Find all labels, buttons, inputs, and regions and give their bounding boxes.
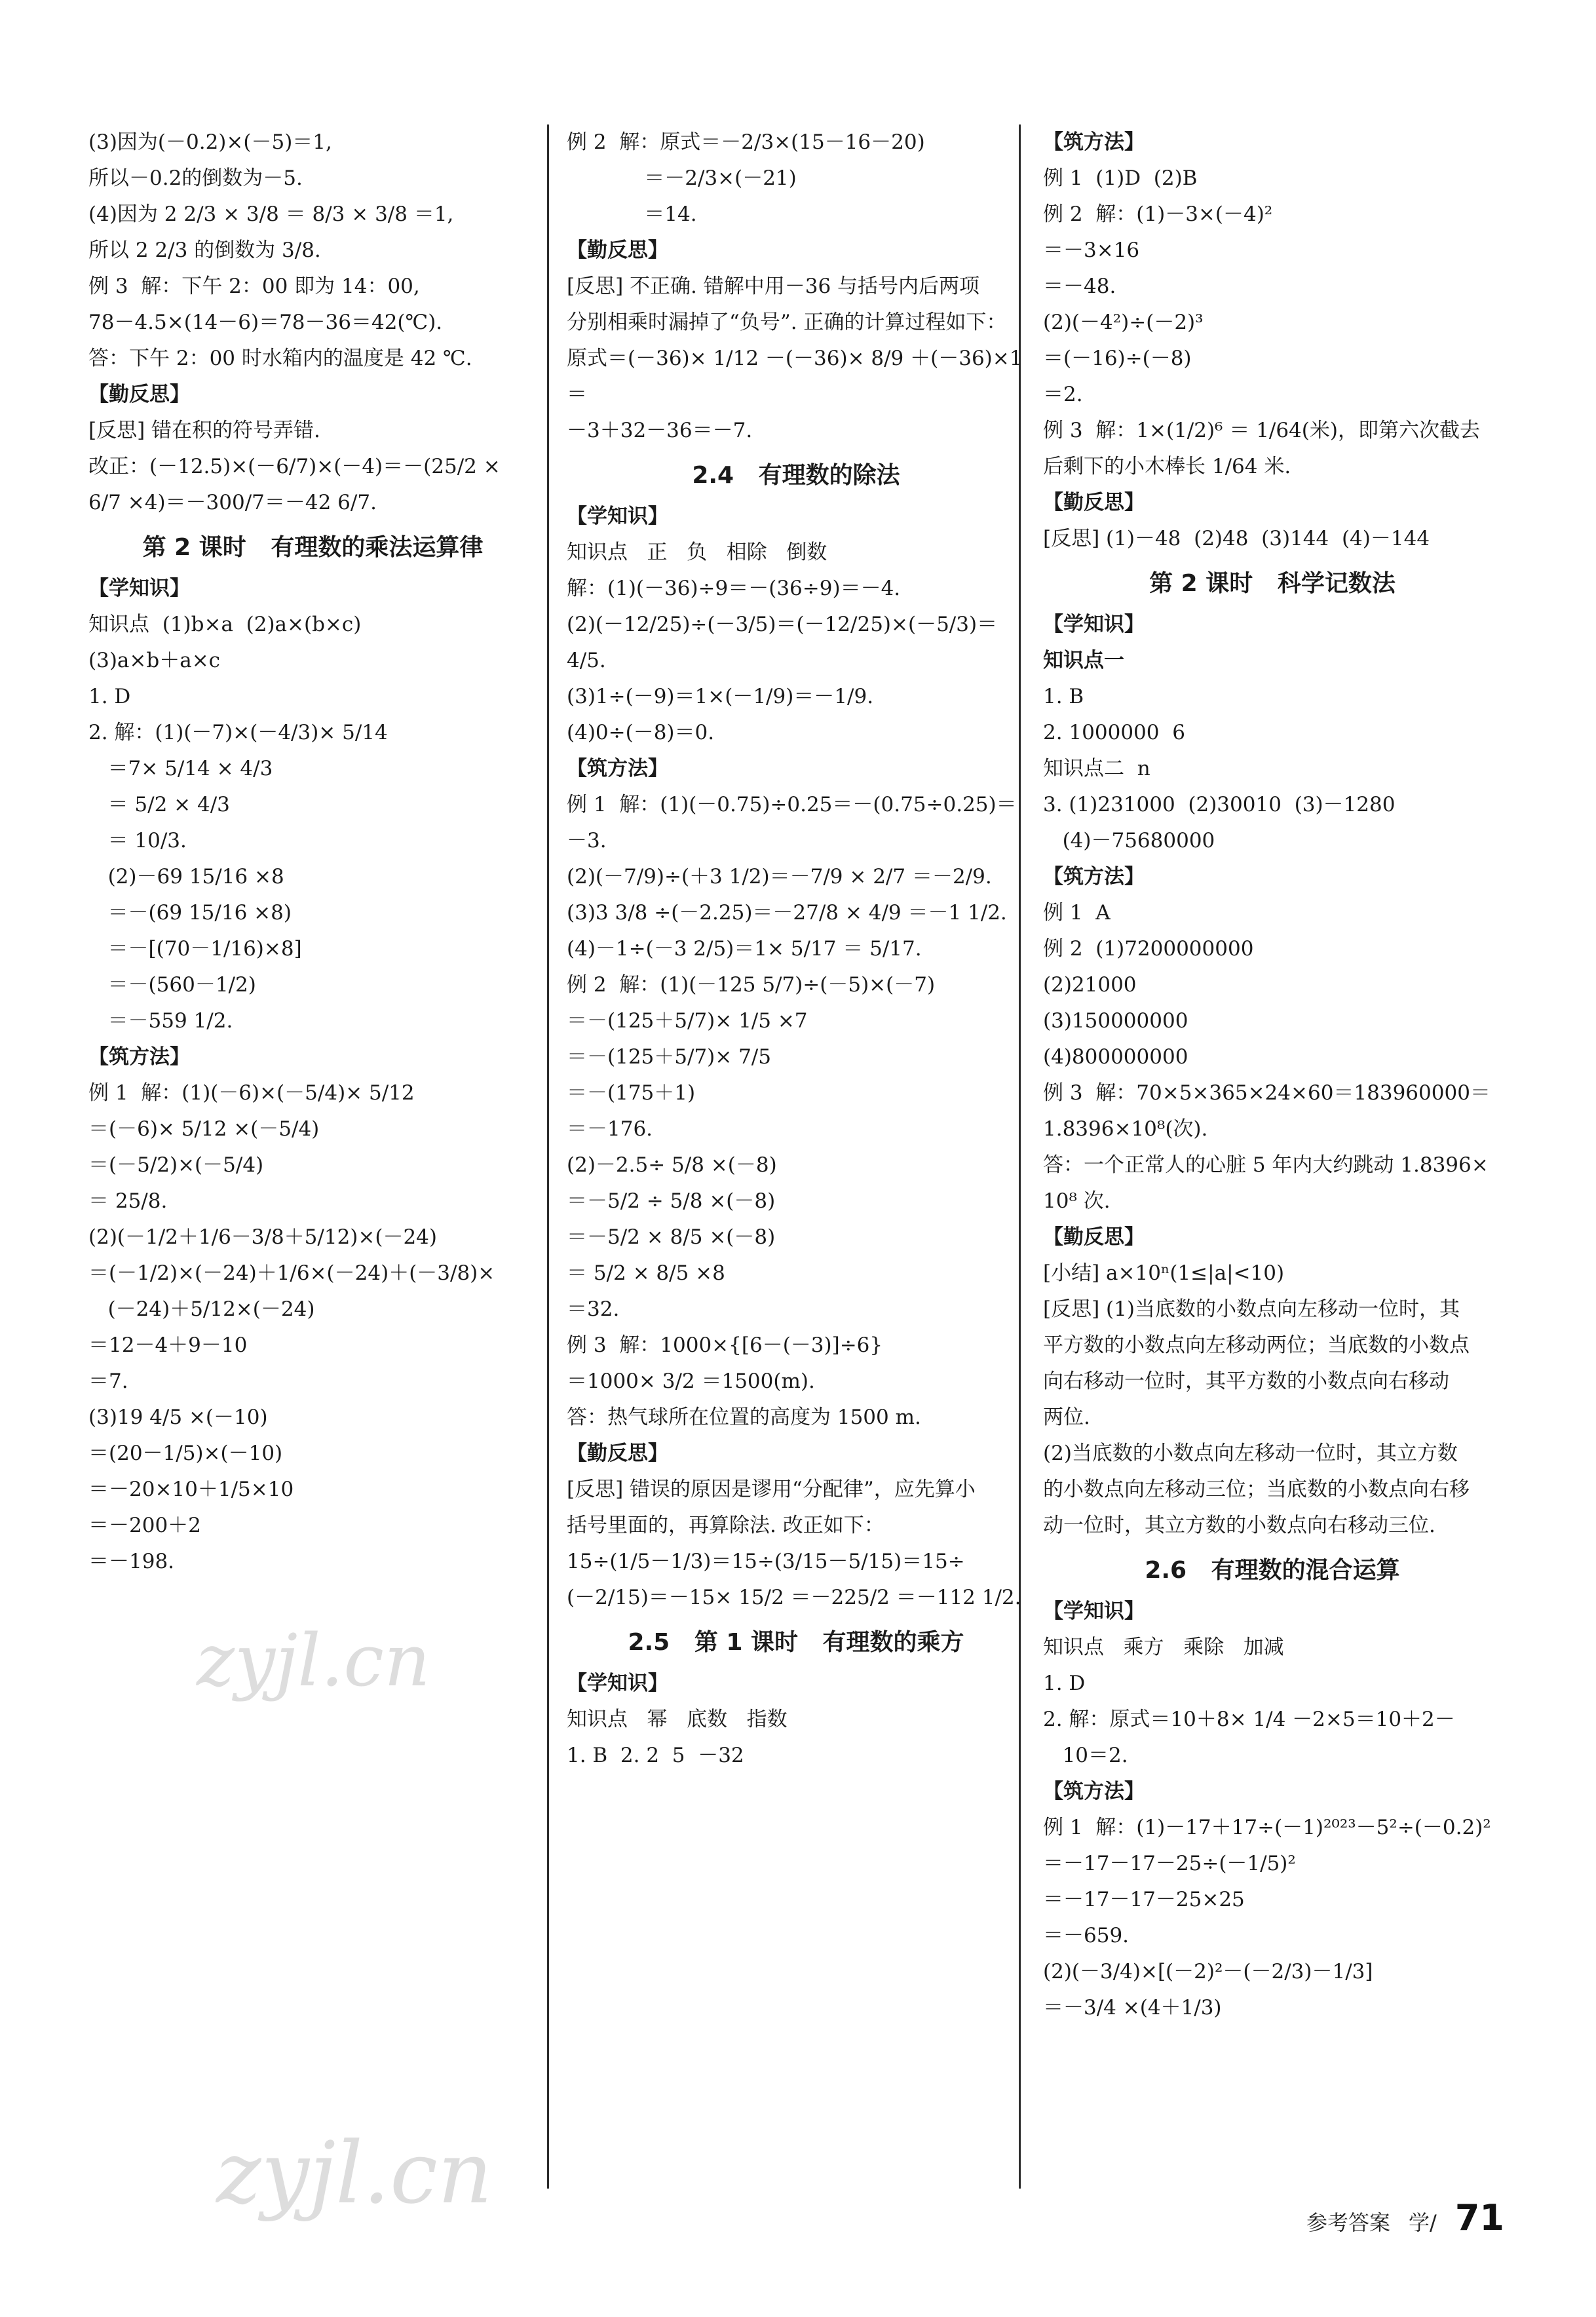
- answer-line: 2. 1000000 6: [1043, 721, 1185, 744]
- answer-line: 知识点 正 负 相除 倒数: [567, 541, 827, 564]
- answer-line: (2)(－12/25)÷(－3/5)＝(－12/25)×(－5/3)＝: [567, 613, 998, 636]
- answer-line: －3.: [567, 829, 607, 852]
- section-heading: 2.5 第 1 课时 有理数的乘方: [628, 1629, 964, 1656]
- answer-line: 例 1 (1)D (2)B: [1043, 166, 1198, 190]
- answer-line: 例 2 解：(1)(－125 5/7)÷(－5)×(－7): [567, 973, 936, 997]
- answer-line: (4)因为 2 2/3 × 3/8 ＝ 8/3 × 3/8 ＝1,: [88, 202, 454, 226]
- section-label: 【勤反思】: [1043, 1225, 1145, 1249]
- answer-line: ＝－5/2 ÷ 5/8 ×(－8): [567, 1189, 776, 1213]
- answer-line: 例 2 解：(1)－3×(－4)²: [1043, 202, 1273, 226]
- answer-line: ＝(－1/2)×(－24)＋1/6×(－24)＋(－3/8)×: [88, 1261, 495, 1285]
- answer-line: ＝－3/4 ×(4＋1/3): [1043, 1996, 1222, 2020]
- answer-line: ＝－(175＋1): [567, 1081, 696, 1105]
- answer-line: (2)－2.5÷ 5/8 ×(－8): [567, 1153, 777, 1177]
- section-label: 【学知识】: [1043, 613, 1145, 636]
- answer-line: [反思] (1)－48 (2)48 (3)144 (4)－144: [1043, 527, 1430, 550]
- answer-column-1: [88, 124, 537, 1580]
- answer-line: [反思] (1)当底数的小数点向左移动一位时，其: [1043, 1297, 1460, 1321]
- answer-line: ＝－(560－1/2): [88, 973, 256, 997]
- answer-line: 例 1 A: [1043, 901, 1111, 925]
- answer-line: 例 3 解：1000×{[6－(－3)]÷6}: [567, 1333, 883, 1357]
- answer-line: (3)a×b＋a×c: [88, 649, 221, 672]
- answer-line: ＝32.: [567, 1297, 620, 1321]
- answer-line: 后剩下的小木棒长 1/64 米.: [1043, 455, 1291, 478]
- answer-line: [小结] a×10ⁿ(1≤|a|<10): [1043, 1261, 1285, 1285]
- answer-line: ＝(－5/2)×(－5/4): [88, 1153, 264, 1177]
- answer-line: 15÷(1/5－1/3)＝15÷(3/15－5/15)＝15÷: [567, 1550, 965, 1573]
- answer-line: ＝－17－17－25×25: [1043, 1888, 1245, 1911]
- answer-line: 例 1 解：(1)(－0.75)÷0.25＝－(0.75÷0.25)＝: [567, 793, 1017, 816]
- answer-line: 所以－0.2的倒数为－5.: [88, 166, 303, 190]
- section-label: 【学知识】: [567, 1672, 668, 1695]
- section-label: 【勤反思】: [567, 1442, 668, 1465]
- answer-line: ＝－(69 15/16 ×8): [88, 901, 292, 925]
- section-label: 【勤反思】: [1043, 491, 1145, 514]
- answer-line: 动一位时，其立方数的小数点向右移动三位.: [1043, 1514, 1435, 1537]
- answer-line: 1. D: [88, 685, 131, 708]
- section-label: 【筑方法】: [88, 1045, 190, 1069]
- answer-line: (4)800000000: [1043, 1045, 1188, 1069]
- answer-line: 3. (1)231000 (2)30010 (3)－1280: [1043, 793, 1396, 816]
- answer-line: (2)(－1/2＋1/6－3/8＋5/12)×(－24): [88, 1225, 437, 1249]
- section-label: 【筑方法】: [1043, 865, 1145, 889]
- section-label: 【勤反思】: [567, 239, 668, 262]
- answer-line: ＝－5/2 × 8/5 ×(－8): [567, 1225, 776, 1249]
- answer-line: 分别相乘时漏掉了“负号”. 正确的计算过程如下：: [567, 311, 1007, 334]
- answer-line: (－24)＋5/12×(－24): [88, 1297, 315, 1321]
- footer-label: 参考答案: [1306, 2210, 1391, 2235]
- section-heading: 2.4 有理数的除法: [692, 462, 900, 489]
- section-label: 【筑方法】: [1043, 130, 1145, 154]
- answer-line: ＝－(125＋5/7)× 1/5 ×7: [567, 1009, 808, 1033]
- answer-line: 例 3 解：下午 2：00 即为 14：00,: [88, 275, 420, 298]
- answer-line: ＝－3×16: [1043, 239, 1140, 262]
- section-heading: 2.6 有理数的混合运算: [1145, 1557, 1400, 1584]
- answer-line: ＝1000× 3/2 ＝1500(m).: [567, 1369, 815, 1393]
- answer-line: (3)19 4/5 ×(－10): [88, 1406, 268, 1429]
- answer-line: (2)－69 15/16 ×8: [88, 865, 284, 889]
- answer-line: 所以 2 2/3 的倒数为 3/8.: [88, 239, 321, 262]
- answer-line: ＝－559 1/2.: [88, 1009, 233, 1033]
- watermark: zyjl.cn: [216, 2123, 493, 2223]
- answer-line: 原式＝(－36)× 1/12 －(－36)× 8/9 ＋(－36)×1＝: [567, 347, 1023, 406]
- answer-line: (2)当底数的小数点向左移动一位时，其立方数: [1043, 1442, 1458, 1465]
- answer-line: 例 3 解：1×(1/2)⁶ ＝ 1/64(米)，即第六次截去: [1043, 419, 1480, 442]
- section-label: 【筑方法】: [567, 757, 668, 780]
- answer-line: (4)－1÷(－3 2/5)＝1× 5/17 ＝ 5/17.: [567, 937, 922, 961]
- answer-line: 例 1 解：(1)(－6)×(－5/4)× 5/12: [88, 1081, 415, 1105]
- section-heading: 第 2 课时 科学记数法: [1149, 570, 1396, 597]
- answer-line: 解：(1)(－36)÷9＝－(36÷9)＝－4.: [567, 577, 901, 600]
- answer-line: ＝12－4＋9－10: [88, 1333, 248, 1357]
- page-footer: [1306, 2197, 1504, 2238]
- answer-line: 知识点 (1)b×a (2)a×(b×c): [88, 613, 362, 636]
- answer-line: ＝2.: [1043, 383, 1083, 406]
- answer-line: 改正：(－12.5)×(－6/7)×(－4)＝－(25/2 ×: [88, 455, 501, 478]
- section-label: 【勤反思】: [88, 383, 190, 406]
- answer-line: 1. B: [1043, 685, 1084, 708]
- answer-line: 例 1 解：(1)－17＋17÷(－1)²⁰²³－5²÷(－0.2)²: [1043, 1816, 1491, 1839]
- answer-line: ＝－659.: [1043, 1924, 1130, 1947]
- answer-line: ＝－48.: [1043, 275, 1116, 298]
- answer-line: 例 3 解：70×5×365×24×60＝183960000＝: [1043, 1081, 1491, 1105]
- answer-line: (2)(－4²)÷(－2)³: [1043, 311, 1204, 334]
- answer-line: [反思] 错在积的符号弄错.: [88, 419, 320, 442]
- answer-line: ＝ 10/3.: [88, 829, 187, 852]
- answer-line: [反思] 错误的原因是谬用“分配律”，应先算小: [567, 1478, 976, 1501]
- answer-line: (3)1÷(－9)＝1×(－1/9)＝－1/9.: [567, 685, 874, 708]
- answer-line: (3)因为(－0.2)×(－5)＝1,: [88, 130, 332, 154]
- page-number: 71: [1454, 2197, 1504, 2238]
- answer-line: 2. 解：原式＝10＋8× 1/4 －2×5＝10＋2－: [1043, 1708, 1455, 1731]
- answer-column-3: [1043, 124, 1502, 2026]
- answer-line: (4)－75680000: [1043, 829, 1215, 852]
- answer-column-2: [567, 124, 1025, 1774]
- answer-line: 知识点 幂 底数 指数: [567, 1708, 788, 1731]
- answer-line: 答：热气球所在位置的高度为 1500 m.: [567, 1406, 921, 1429]
- answer-line: 78－4.5×(14－6)＝78－36＝42(℃).: [88, 311, 443, 334]
- section-label: 【学知识】: [567, 505, 668, 528]
- answer-line: (2)(－7/9)÷(＋3 1/2)＝－7/9 × 2/7 ＝－2/9.: [567, 865, 992, 889]
- answer-line: ＝－176.: [567, 1117, 653, 1141]
- answer-line: 答：一个正常人的心脏 5 年内大约跳动 1.8396×: [1043, 1153, 1489, 1177]
- answer-line: 10⁸ 次.: [1043, 1189, 1111, 1213]
- answer-line: (3)150000000: [1043, 1009, 1188, 1033]
- section-heading: 第 2 课时 有理数的乘法运算律: [142, 534, 484, 561]
- column-divider: [547, 124, 549, 2189]
- watermark: zyjl.cn: [197, 1618, 430, 1702]
- answer-line: 知识点二 n: [1043, 757, 1150, 780]
- answer-line: ＝(20－1/5)×(－10): [88, 1442, 283, 1465]
- answer-line: ＝ 25/8.: [88, 1189, 168, 1213]
- section-label: 【学知识】: [1043, 1599, 1145, 1623]
- answer-line: 4/5.: [567, 649, 606, 672]
- answer-line: (2)21000: [1043, 973, 1137, 997]
- answer-line: ＝ 5/2 × 8/5 ×8: [567, 1261, 725, 1285]
- answer-line: (3)3 3/8 ÷(－2.25)＝－27/8 × 4/9 ＝－1 1/2.: [567, 901, 1007, 925]
- answer-line: 两位.: [1043, 1406, 1090, 1429]
- section-label: 【学知识】: [88, 577, 190, 600]
- answer-line: ＝ 5/2 × 4/3: [88, 793, 230, 816]
- answer-line: ＝－(125＋5/7)× 7/5: [567, 1045, 771, 1069]
- answer-line: 例 2 解：原式＝－2/3×(15－16－20): [567, 130, 925, 154]
- answer-line: 例 2 (1)7200000000: [1043, 937, 1254, 961]
- answer-line: －3＋32－36＝－7.: [567, 419, 753, 442]
- answer-line: ＝－17－17－25÷(－1/5)²: [1043, 1852, 1296, 1875]
- answer-line: 1. D: [1043, 1672, 1086, 1695]
- answer-line: 知识点 乘方 乘除 加减: [1043, 1636, 1284, 1659]
- answer-line: 向右移动一位时，其平方数的小数点向右移动: [1043, 1369, 1449, 1393]
- answer-line: ＝14.: [567, 202, 697, 226]
- answer-line: 的小数点向左移动三位；当底数的小数点向右移: [1043, 1478, 1470, 1501]
- answer-line: (4)0÷(－8)＝0.: [567, 721, 715, 744]
- answer-line: ＝7× 5/14 × 4/3: [88, 757, 273, 780]
- answer-line: 6/7 ×4)＝－300/7＝－42 6/7.: [88, 491, 377, 514]
- answer-line: ＝－20×10＋1/5×10: [88, 1478, 294, 1501]
- answer-line: 括号里面的，再算除法. 改正如下：: [567, 1514, 884, 1537]
- section-label: 知识点一: [1043, 649, 1124, 672]
- answer-line: 平方数的小数点向左移动两位；当底数的小数点: [1043, 1333, 1470, 1357]
- answer-line: ＝(－6)× 5/12 ×(－5/4): [88, 1117, 320, 1141]
- answer-line: [反思] 不正确. 错解中用－36 与括号内后两项: [567, 275, 980, 298]
- answer-line: ＝－198.: [88, 1550, 175, 1573]
- answer-line: 2. 解：(1)(－7)×(－4/3)× 5/14: [88, 721, 388, 744]
- answer-line: ＝－200＋2: [88, 1514, 201, 1537]
- answer-line: ＝(－16)÷(－8): [1043, 347, 1192, 370]
- section-label: 【筑方法】: [1043, 1780, 1145, 1803]
- answer-line: (2)(－3/4)×[(－2)²－(－2/3)－1/3]: [1043, 1960, 1373, 1983]
- answer-line: (－2/15)＝－15× 15/2 ＝－225/2 ＝－112 1/2.: [567, 1586, 1021, 1609]
- answer-line: 10＝2.: [1043, 1744, 1128, 1767]
- answer-line: 答：下午 2：00 时水箱内的温度是 42 ℃.: [88, 347, 472, 370]
- answer-line: ＝－2/3×(－21): [567, 166, 797, 190]
- answer-line: 1. B 2. 2 5 －32: [567, 1744, 744, 1767]
- answer-line: ＝－[(70－1/16)×8]: [88, 937, 302, 961]
- footer-subject: 学/: [1409, 2210, 1437, 2235]
- answer-line: 1.8396×10⁸(次).: [1043, 1117, 1208, 1141]
- answer-line: ＝7.: [88, 1369, 128, 1393]
